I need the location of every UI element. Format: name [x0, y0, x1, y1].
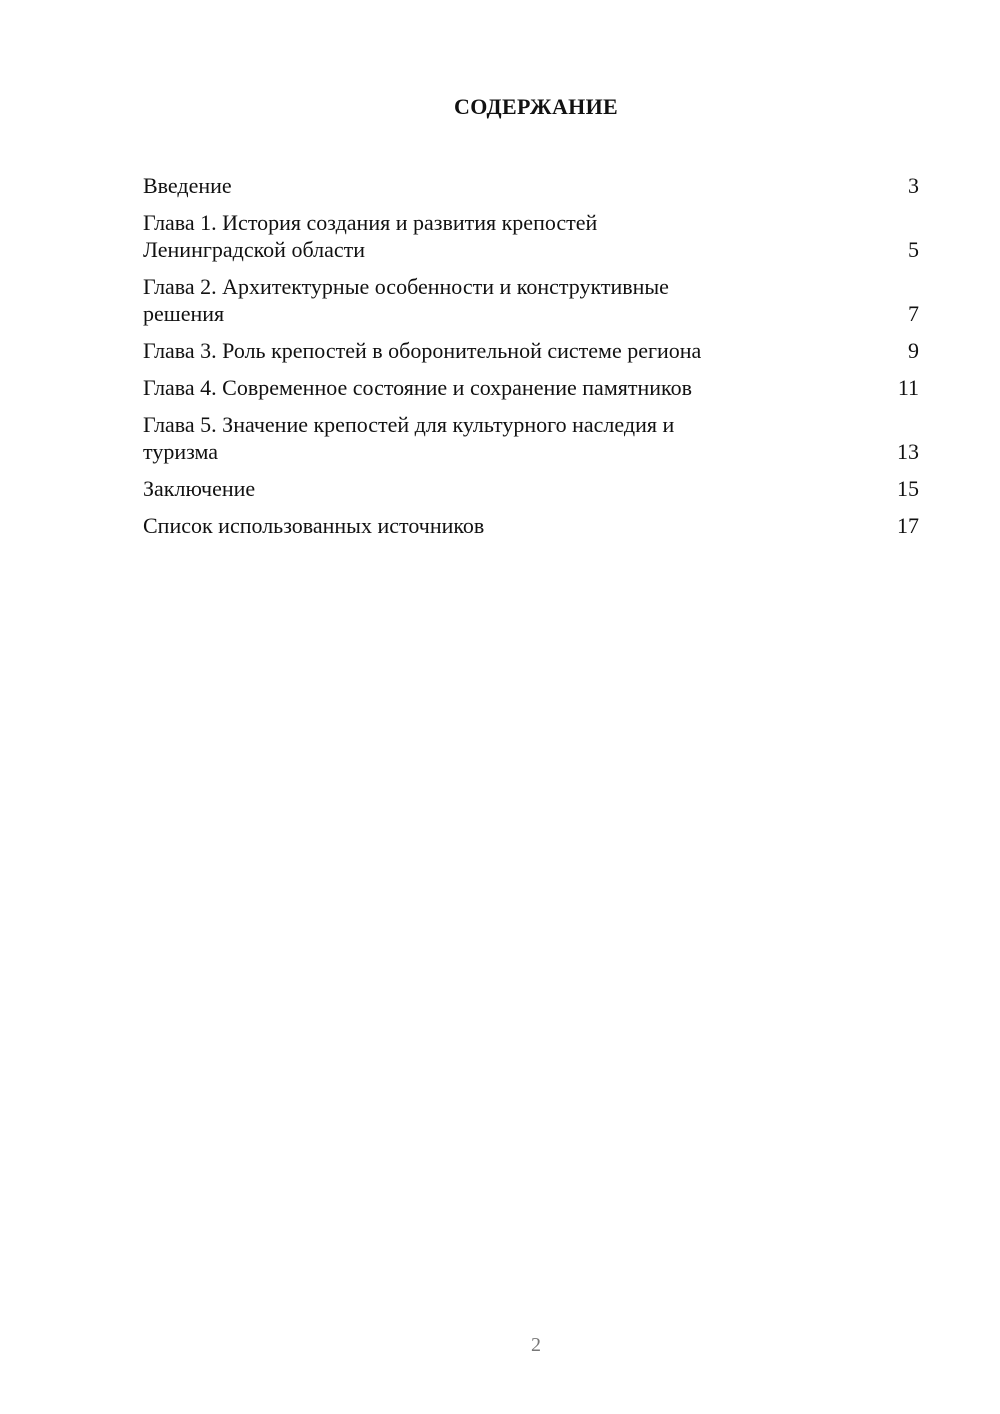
toc-entry-conclusion	[143, 475, 919, 502]
toc-entry-text: Введение	[143, 173, 232, 198]
toc-entry-chapter-5	[143, 411, 919, 465]
toc-entry-text: Глава 1. История создания и развития крепостей Ленинградской области	[143, 210, 598, 262]
toc-entry-text: Глава 5. Значение крепостей для культурного наследия и туризма	[143, 412, 675, 464]
toc-entry-page: 7	[908, 301, 919, 326]
page-number: 2	[531, 1334, 541, 1356]
toc-entry-chapter-3	[143, 337, 919, 364]
toc-entry-page: 9	[908, 338, 919, 363]
toc-entry-text: Глава 2. Архитектурные особенности и конструктивные решения	[143, 274, 669, 326]
toc-entry-page: 17	[897, 513, 919, 538]
toc-entry-text: Глава 4. Современное состояние и сохранение памятников	[143, 375, 692, 400]
toc-entry-chapter-1	[143, 209, 919, 263]
toc-entry-page: 13	[897, 439, 919, 464]
table-of-contents	[143, 172, 919, 549]
toc-entry-page: 5	[908, 237, 919, 262]
toc-entry-text: Заключение	[143, 476, 256, 501]
toc-entry-introduction	[143, 172, 919, 199]
page-title: СОДЕРЖАНИЕ	[454, 94, 618, 119]
toc-entry-text: Глава 3. Роль крепостей в оборонительной системе региона	[143, 338, 702, 363]
toc-entry-chapter-2	[143, 273, 919, 327]
toc-entry-page: 11	[897, 375, 919, 400]
toc-entry-text: Список использованных источников	[143, 513, 485, 538]
toc-entry-chapter-4	[143, 374, 919, 401]
toc-entry-page: 3	[908, 173, 919, 198]
toc-entry-references	[143, 512, 919, 539]
toc-entry-page: 15	[897, 476, 919, 501]
